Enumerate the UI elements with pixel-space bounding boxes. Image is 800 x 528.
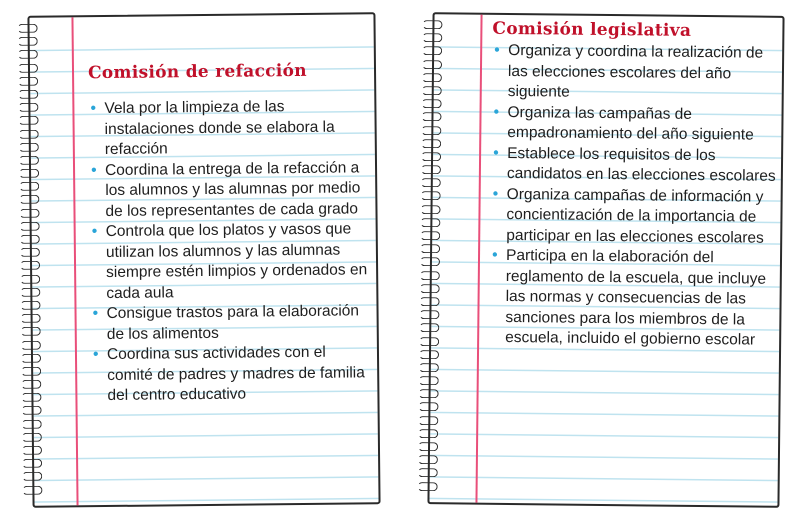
list-item: • Establece los requisitos de los candidatos en las elecciones escolares [491,143,777,187]
page-title: Comisión legislativa [492,18,692,41]
spiral-binding [417,20,446,500]
margin-line [475,15,482,503]
notebook-page-legislativa [427,12,784,508]
margin-line [71,17,78,505]
list-item: • Organiza las campañas de empadronamiento del año siguiente [491,102,777,146]
spiral-binding [18,24,47,504]
list-item: • Consigue trastos para la elaboración de los alimentos [90,301,370,345]
list-item: • Vela por la limpieza de las instalaciones donde se elabora la refacción [88,96,369,160]
list-item: • Participa en la elaboración del reglamento de la escuela, que incluye las normas y consecuencias de las sanciones para los miembros de la escuela, incluido el gobierno escolar [489,246,776,351]
list-item: • Coordina la entrega de la refacción a los alumnos y las alumnas por medio de los representantes de cada grado [89,158,370,222]
page-title: Comisión de refacción [87,60,307,84]
list-item: • Controla que los platos y vasos que utilizan los alumnos y las alumnas siempre estén limpios y ordenados en cada aula [90,219,371,304]
duties-list [88,96,371,406]
list-item: • Organiza y coordina la realización de las elecciones escolares del año siguiente [492,41,779,105]
list-item: • Organiza campañas de información y concientización de la importancia de participar en las elecciones escolares [490,184,777,248]
notebook-page-refaccion [27,12,380,508]
list-item: • Coordina sus actividades con el comité de padres y madres de familia del centro educativo [91,342,372,406]
duties-list [489,41,778,351]
